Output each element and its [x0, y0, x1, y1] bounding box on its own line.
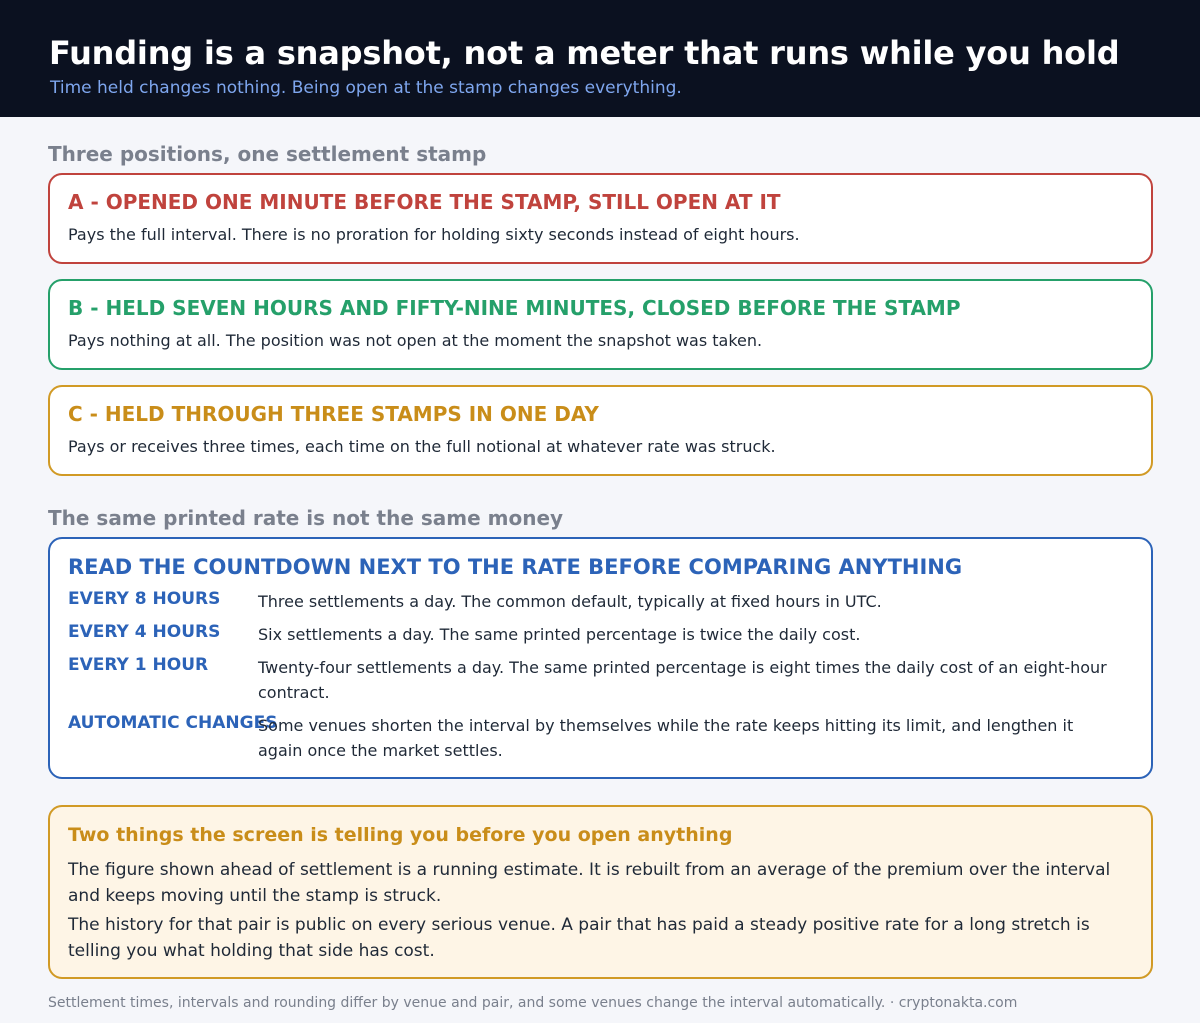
interval-label: EVERY 8 HOURS — [68, 589, 221, 609]
interval-label: AUTOMATIC CHANGES — [68, 713, 278, 733]
card-position-b — [48, 279, 1153, 370]
footer-note: Settlement times, intervals and rounding differ by venue and pair, and some venues change the interval automatically. · cryptonakta.com — [48, 995, 1018, 1011]
interval-description: Six settlements a day. The same printed percentage is twice the daily cost. — [258, 625, 861, 644]
section-title-positions: Three positions, one settlement stamp — [48, 142, 487, 166]
interval-description: Three settlements a day. The common default, typically at fixed hours in UTC. — [258, 592, 882, 611]
card-title: C - HELD THROUGH THREE STAMPS IN ONE DAY — [68, 402, 599, 426]
card-body: Pays nothing at all. The position was not open at the moment the snapshot was taken. — [68, 331, 763, 350]
card-body: Pays or receives three times, each time on the full notional at whatever rate was struck. — [68, 437, 776, 456]
section-title-rates: The same printed rate is not the same money — [48, 506, 564, 530]
page-subtitle: Time held changes nothing. Being open at the stamp changes everything. — [50, 78, 682, 98]
page-title: Funding is a snapshot, not a meter that runs while you hold — [49, 34, 1120, 72]
callout-paragraph: The history for that pair is public on every serious venue. A pair that has paid a steady positive rate for a long stretch is telling you what holding that side has cost. — [68, 915, 1090, 961]
callout-paragraph: The figure shown ahead of settlement is a running estimate. It is rebuilt from an average of the premium over the interval and keeps moving until the stamp is struck. — [68, 860, 1111, 906]
callout-note — [48, 805, 1153, 979]
interval-label: EVERY 4 HOURS — [68, 622, 221, 642]
card-position-a — [48, 173, 1153, 264]
card-position-c — [48, 385, 1153, 476]
interval-description: Some venues shorten the interval by themselves while the rate keeps hitting its limit, and lengthen it again once the market settles. — [258, 716, 1074, 760]
interval-description: Twenty-four settlements a day. The same printed percentage is eight times the daily cost of an eight-hour contract. — [258, 658, 1107, 702]
card-title: B - HELD SEVEN HOURS AND FIFTY-NINE MINUTES, CLOSED BEFORE THE STAMP — [68, 296, 961, 320]
card-title: READ THE COUNTDOWN NEXT TO THE RATE BEFORE COMPARING ANYTHING — [68, 555, 963, 579]
card-intervals — [48, 537, 1153, 779]
page-header — [0, 0, 1200, 117]
interval-label: EVERY 1 HOUR — [68, 655, 209, 675]
card-body: Pays the full interval. There is no proration for holding sixty seconds instead of eight hours. — [68, 225, 800, 244]
callout-title: Two things the screen is telling you before you open anything — [68, 824, 733, 846]
card-title: A - OPENED ONE MINUTE BEFORE THE STAMP, STILL OPEN AT IT — [68, 190, 781, 214]
